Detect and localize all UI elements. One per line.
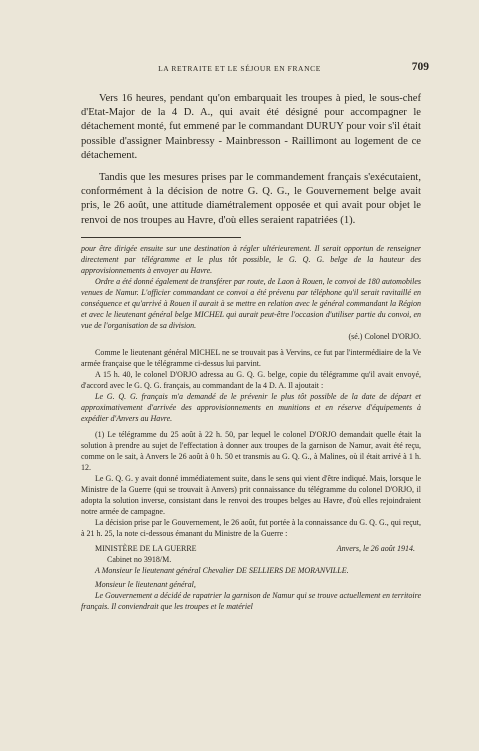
- main-text: [81, 92, 421, 228]
- note-paragraph: La décision prise par le Gouvernement, le 26 août, fut portée à la connaissance du G. Q. G., qui reçut, à 21 h. 25, la note ci-dessous émanant du Ministre de la Guerre :: [81, 518, 421, 538]
- note-paragraph: Ordre a été donné également de transférer par route, de Laon à Rouen, le convoi de 180 automobiles venues de Namur. L'officier commandant ce convoi a été prévenu par téléphone qu'il serait ravitaillé en conséquence et qu'arrivé à Rouen il aurait à se mettre en relation avec le général commandant la Région et avec le lieutenant général belge MICHEL qui aurait peut-être l'occasion d'utiliser partie du convoi, en vue de l'organisation de sa division.: [81, 277, 421, 330]
- footnote-divider: [81, 237, 241, 238]
- footnote-1: (1) Le télégramme du 25 août à 22 h. 50, par lequel le colonel D'ORJO demandait quelle était la solution à prendre au sujet de l'effectation à donner aux troupes de la garnison de Namur, avait été reçu, comme on le sait, à Anvers le 26 août à 0 h. 50 et transmis au G. Q. G., à Malines, où il était arrivé à 1 h. 12.: [81, 430, 421, 472]
- letter-salutation: Monsieur le lieutenant général,: [95, 580, 196, 589]
- quoted-telegram: Le G. Q. G. français m'a demandé de le prévenir le plus tôt possible de la date de départ et approximativement d'arrivée des approvisionnements en munitions et en réserve d'équipements à expédier d'Anvers au Havre.: [81, 392, 421, 423]
- paragraph: Vers 16 heures, pendant qu'on embarquait les troupes à pied, le sous-chef d'Etat-Major de la 4 D. A., qui avait été désigné pour accompagner le détachement monté, fut emmené par le commandant DURUY pour voir s'il était possible d'assigner Mainbressy - Mainbresson - Raillimont au logement de ce détachement.: [81, 93, 421, 161]
- cabinet-number: Cabinet no 3918/M.: [107, 555, 172, 564]
- note-paragraph: A 15 h. 40, le colonel D'ORJO adressa au G. Q. G. belge, copie du télégramme qu'il avait envoyé, d'accord avec le G. Q. G. français, au commandant de la 4 D. A. Il ajoutait :: [81, 370, 421, 390]
- note-continuation: pour être dirigée ensuite sur une destination à régler ultérieurement. Il serait opportun de renseigner directement par télégramme et le plus tôt possible, le G. Q. G. belge de la hauteur des approvisionnements à envoyer au Havre.: [81, 244, 421, 275]
- letter-body: Le Gouvernement a décidé de rapatrier la garnison de Namur qui se trouve actuellement en territoire français. Il conviendrait que les troupes et le matériel: [81, 591, 421, 611]
- place-date: Anvers, le 26 août 1914.: [336, 544, 415, 553]
- note-paragraph: Le G. Q. G. y avait donné immédiatement suite, dans le sens qui vient d'être indiqué. Mais, lorsque le Ministre de la Guerre (qui se trouvait à Anvers) prit connaissance du télégramme du colonel D'ORJO, il adopta la solution inverse, consistant dans le renvoi des troupes belges au Havre, d'où elles rejoindraient notre armée de campagne.: [81, 474, 421, 516]
- running-head: LA RETRAITE ET LE SÉJOUR EN FRANCE: [158, 64, 321, 73]
- letter-address: A Monsieur le lieutenant général Chevalier DE SELLIERS DE MORANVILLE.: [95, 566, 349, 575]
- footnotes: [81, 243, 421, 612]
- ministry-label: MINISTÈRE DE LA GUERRE: [95, 544, 197, 553]
- page-number: 709: [411, 61, 429, 73]
- signature: (sé.) Colonel D'ORJO.: [348, 332, 421, 341]
- paragraph: Tandis que les mesures prises par le commandement français s'exécutaient, conformément à la décision de notre G. Q. G., le Gouvernement belge avait pris, le 26 août, une attitude diamétralement opposée et qui avait pour objet le renvoi de nos troupes au Havre, d'où elles seraient rapatriées (1).: [81, 172, 421, 226]
- note-paragraph: Comme le lieutenant général MICHEL ne se trouvait pas à Vervins, ce fut par l'intermédiaire de la Ve armée française que le télégramme ci-dessus lui parvint.: [81, 348, 421, 368]
- page-header: [0, 61, 479, 78]
- letter-heading: [81, 543, 421, 565]
